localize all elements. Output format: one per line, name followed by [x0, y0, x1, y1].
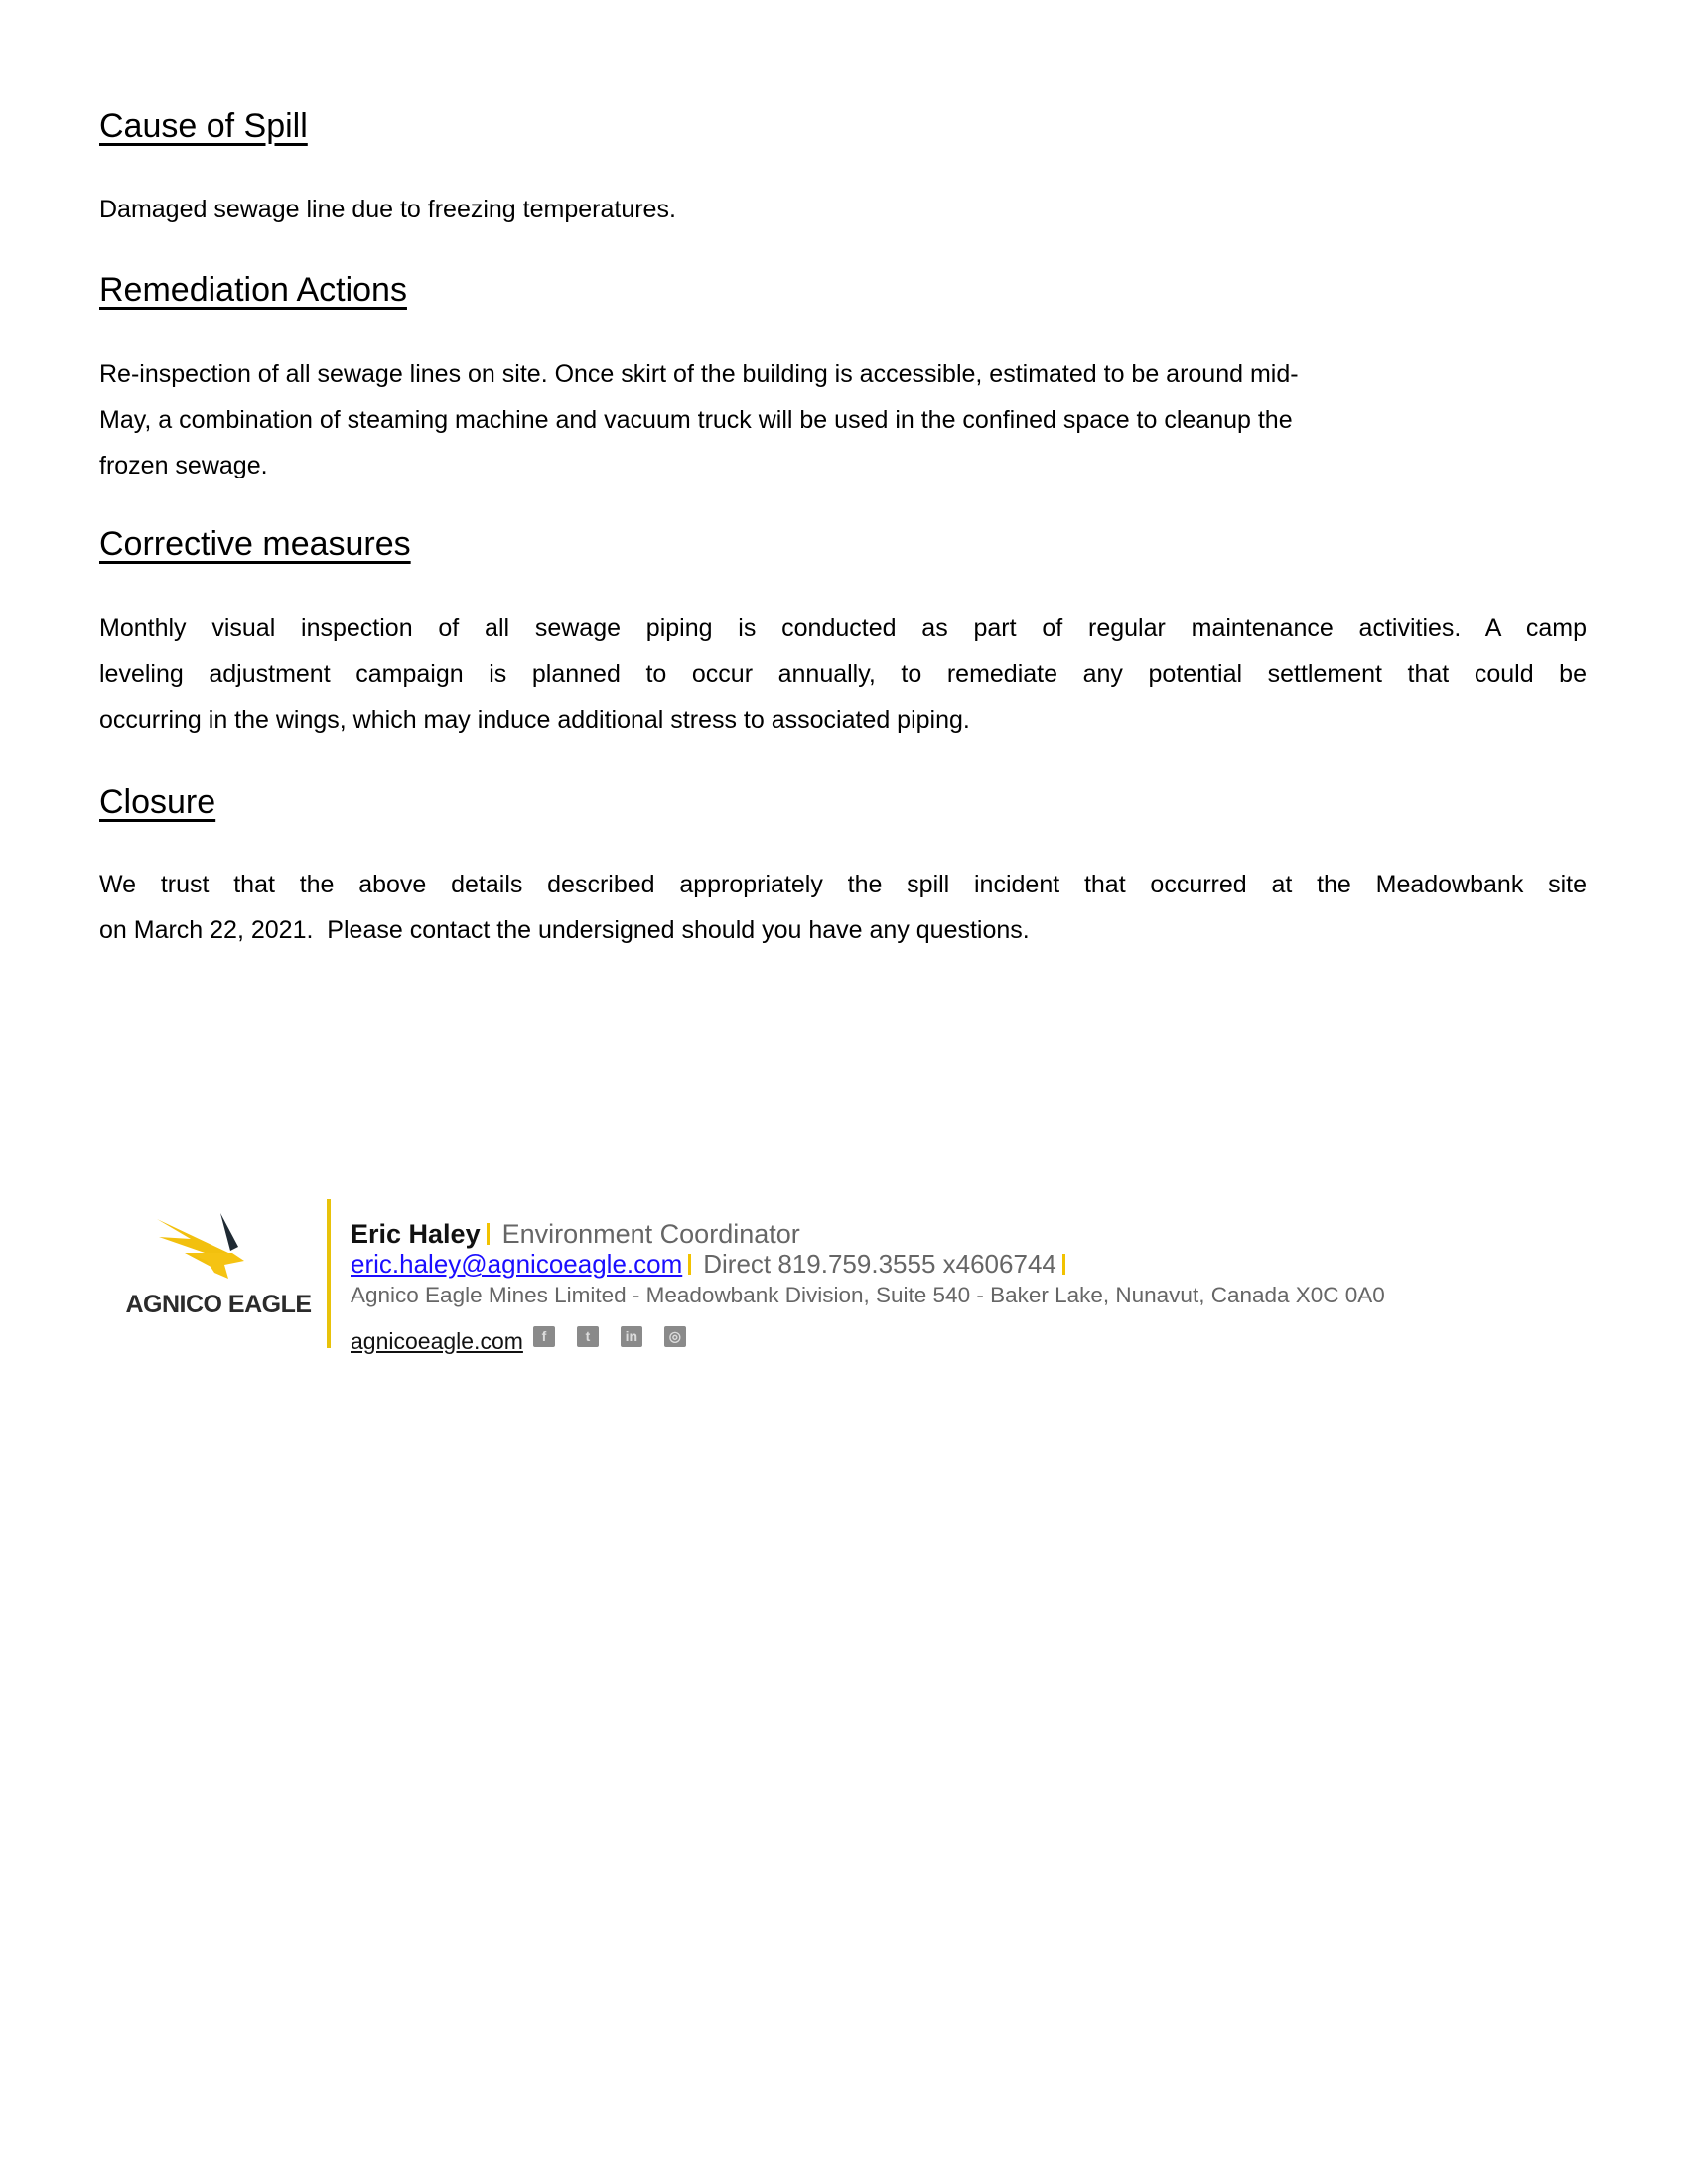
- paragraph-line: on March 22, 2021. Please contact the undersigned should you have any questions.: [99, 916, 1030, 944]
- email-link[interactable]: eric.haley@agnicoeagle.com: [351, 1249, 683, 1279]
- separator: [487, 1223, 490, 1245]
- section-heading-corrective-measures: Corrective measures: [99, 525, 411, 563]
- paragraph-line: frozen sewage.: [99, 452, 268, 479]
- website-link[interactable]: agnicoeagle.com: [351, 1328, 523, 1354]
- direct-phone: Direct 819.759.3555 x4606744: [703, 1249, 1056, 1279]
- paragraph-line: Monthly visual inspection of all sewage piping is conducted as part of regular maintenance activities. A camp: [99, 614, 1587, 642]
- agnico-eagle-logo-text: AGNICO EAGLE: [125, 1291, 312, 1318]
- section-heading-closure: Closure: [99, 783, 216, 821]
- paragraph-line: We trust that the above details described appropriately the spill incident that occurred at the Meadowbank site: [99, 871, 1587, 898]
- cause-of-spill-paragraph: [99, 187, 1587, 232]
- twitter-icon[interactable]: t: [577, 1326, 599, 1347]
- signature-title: Environment Coordinator: [501, 1219, 800, 1249]
- signature-name-line: [351, 1218, 800, 1250]
- paragraph-line: Re-inspection of all sewage lines on site. Once skirt of the building is accessible, estimated to be around mid-: [99, 360, 1299, 388]
- remediation-actions-paragraph: [99, 351, 1587, 488]
- eagle-icon: [149, 1213, 258, 1288]
- paragraph-line: Damaged sewage line due to freezing temperatures.: [99, 196, 676, 223]
- closure-paragraph: [99, 862, 1587, 953]
- corrective-measures-paragraph: [99, 606, 1587, 743]
- instagram-icon[interactable]: ◎: [664, 1326, 686, 1347]
- signature-website-line: [351, 1326, 686, 1356]
- signature-divider: [327, 1199, 331, 1348]
- agnico-eagle-logo-mark: [149, 1213, 258, 1288]
- paragraph-line: leveling adjustment campaign is planned to occur annually, to remediate any potential settlement that could be: [99, 660, 1587, 688]
- separator: [1062, 1254, 1065, 1275]
- facebook-icon[interactable]: f: [533, 1326, 555, 1347]
- signature-contact-line: [351, 1249, 1065, 1279]
- paragraph-line: occurring in the wings, which may induce additional stress to associated piping.: [99, 706, 970, 734]
- signature-address: Agnico Eagle Mines Limited - Meadowbank Division, Suite 540 - Baker Lake, Nunavut, Canada X0C 0A0: [351, 1283, 1385, 1307]
- section-heading-remediation-actions: Remediation Actions: [99, 271, 407, 309]
- section-heading-cause-of-spill: Cause of Spill: [99, 107, 308, 145]
- linkedin-icon[interactable]: in: [621, 1326, 642, 1347]
- separator: [688, 1254, 691, 1275]
- signature-name: Eric Haley: [351, 1219, 481, 1249]
- paragraph-line: May, a combination of steaming machine and vacuum truck will be used in the confined space to cleanup the: [99, 406, 1293, 434]
